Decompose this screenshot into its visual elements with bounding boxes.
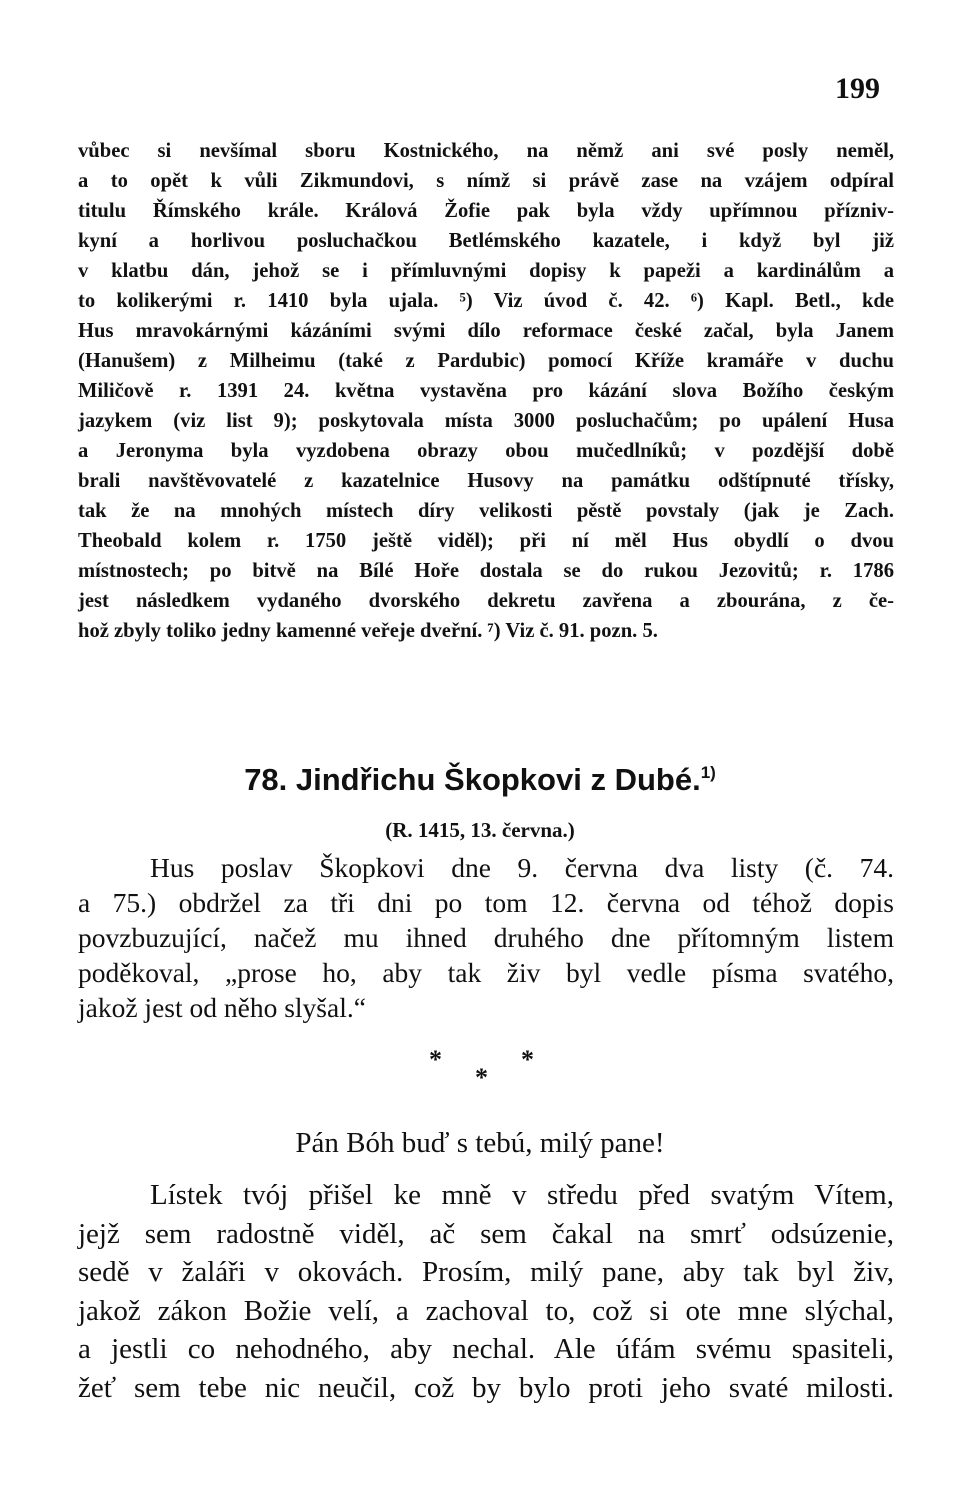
- letter-line: jejž sem radostně viděl, ač sem čakal na smrť odsúzenie,: [78, 1217, 894, 1250]
- asterisk: *: [475, 1063, 488, 1092]
- footnote-line: brali navštěvovatelé z kazatelnice Husovy na památku odštípnuté třísky,: [78, 470, 894, 492]
- page-number: 199: [835, 72, 880, 105]
- footnote-line: hož zbyly toliko jedny kamenné veřeje dveřní. ⁷) Viz č. 91. pozn. 5.: [78, 620, 658, 642]
- letter-heading-text: 78. Jindřichu Škopkovi z Dubé.: [244, 762, 701, 797]
- footnote-line: tak že na mnohých místech díry velikosti pěstě povstaly (jak je Zach.: [78, 500, 894, 522]
- letter-date: (R. 1415, 13. června.): [385, 818, 575, 842]
- intro-paragraph: [78, 850, 894, 1025]
- footnote-line: a to opět k vůli Zikmundovi, s nímž si právě zase na vzájem odpíral: [78, 170, 894, 192]
- letter-line: sedě v žaláři v okovách. Prosím, milý pane, aby tak byl živ,: [78, 1256, 894, 1288]
- heading-footnote-marker: 1): [700, 763, 716, 782]
- footnote-line: Miličově r. 1391 24. května vystavěna pro kázání slova Božího českým: [78, 380, 894, 402]
- letter-heading: [0, 762, 960, 798]
- letter-line: jakož zákon Božie velí, a zachoval to, což si ote mne slýchal,: [78, 1294, 894, 1327]
- asterism-separator: [0, 1045, 960, 1095]
- footnote-line: jazykem (viz list 9); poskytovala místa 3000 posluchačům; po upálení Husa: [78, 410, 894, 432]
- footnote-line: Hus mravokárnými kázáními svými dílo reformace české začal, byla Janem: [78, 320, 894, 342]
- intro-line: poděkoval, „prose ho, aby tak živ byl vedle písma svatého,: [78, 957, 894, 988]
- footnote-line: (Hanušem) z Milheimu (také z Pardubic) pomocí Kříže kramáře v duchu: [78, 350, 894, 372]
- footnote-line: vůbec si nevšímal sboru Kostnického, na němž ani své posly neměl,: [78, 140, 894, 162]
- asterisk: *: [521, 1045, 534, 1074]
- intro-line: povzbuzující, načež mu ihned druhého dne přítomným listem: [78, 922, 894, 953]
- letter-line: Lístek tvój přišel ke mně v středu před svatým Vítem,: [150, 1179, 894, 1211]
- footnote-line: Theobald kolem r. 1750 ještě viděl); při ní měl Hus obydlí o dvou: [78, 530, 894, 552]
- footnote-line: v klatbu dán, jehož se i přímluvnými dopisy k papeži a kardinálům a: [78, 260, 894, 282]
- letter-body: [78, 1176, 894, 1407]
- footnote-line: to kolikerými r. 1410 byla ujala. ⁵) Viz úvod č. 42. ⁶) Kapl. Betl., kde: [78, 290, 894, 312]
- letter-line: žeť sem tebe nic neučil, což by bylo proti jeho svaté milosti.: [78, 1371, 894, 1404]
- intro-line: a 75.) obdržel za tři dni po tom 12. června od téhož dopis: [78, 887, 894, 918]
- intro-line: jakož jest od něho slyšal.“: [78, 992, 366, 1023]
- letter-line: a jestli co nehodného, aby nechal. Ale úfám svému spasiteli,: [78, 1333, 894, 1365]
- footnote-line: titulu Římského krále. Králová Žofie pak byla vždy upřímnou přízniv-: [78, 200, 894, 222]
- footnote-line: jest následkem vydaného dvorského dekretu zavřena a zbourána, z če-: [78, 590, 894, 612]
- intro-line: Hus poslav Škopkovi dne 9. června dva listy (č. 74.: [150, 852, 894, 883]
- footnote-line: a Jeronyma byla vyzdobena obrazy obou mučedlníků; v pozdější době: [78, 440, 894, 462]
- footnotes-block: [78, 136, 894, 646]
- footnote-line: kyní a horlivou posluchačkou Betlémského kazatele, i když byl již: [78, 230, 894, 252]
- asterisk: *: [429, 1045, 442, 1074]
- letter-greeting: Pán Bóh buď s tebú, milý pane!: [295, 1127, 665, 1159]
- footnote-line: místnostech; po bitvě na Bílé Hoře dostala se do rukou Jezovitů; r. 1786: [78, 560, 894, 582]
